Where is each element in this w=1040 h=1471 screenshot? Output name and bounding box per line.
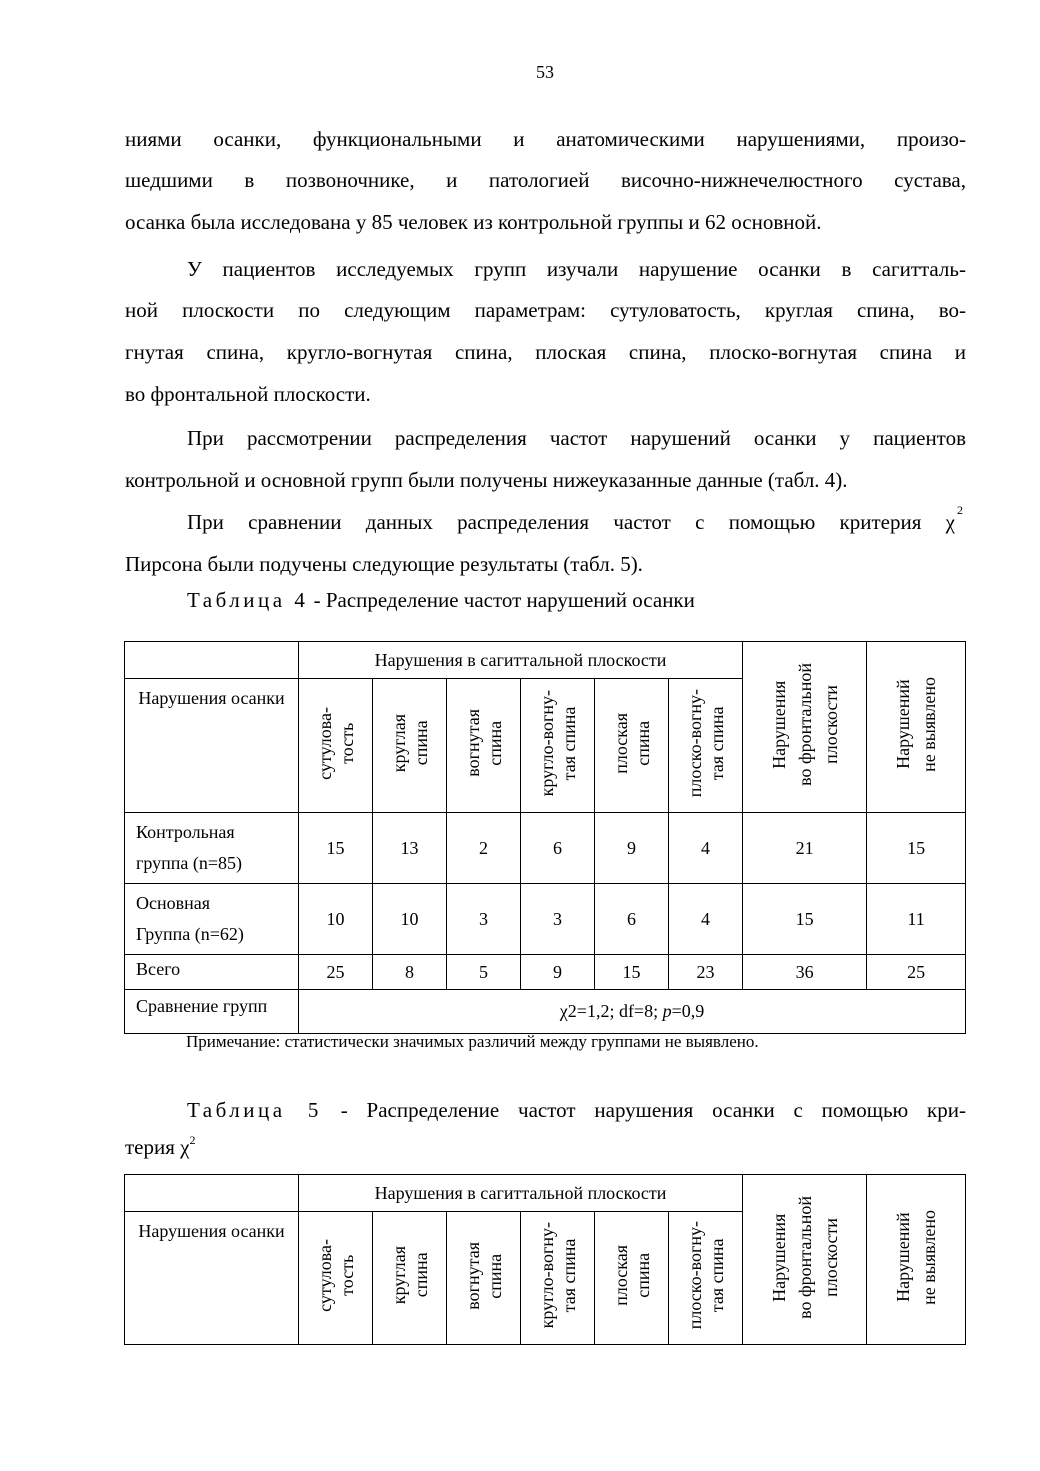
paragraph-line: осанка была исследована у 85 человек из контрольной группы и 62 основной.	[125, 210, 822, 234]
paragraph-line: ной плоскости по следующим параметрам: сутуловатость, круглая спина, во-	[125, 298, 966, 322]
table-caption	[125, 1090, 966, 1132]
table-cell: 8	[373, 955, 447, 990]
table-group-header: Нарушения в сагиттальной плоскости	[299, 642, 743, 679]
table-corner-top	[125, 642, 299, 679]
table-cell: 15	[595, 955, 669, 990]
table-corner-label: Нарушения осанки	[125, 1212, 299, 1345]
table-cell: 11	[867, 884, 966, 955]
table-header-col: кругло-вогну- тая спина	[521, 679, 595, 813]
table-row	[125, 813, 966, 884]
table-caption-label: Таблица 4	[187, 588, 309, 612]
table-cell: 9	[595, 813, 669, 884]
header-text: Нарушения во фронтальной плоскости	[768, 663, 841, 786]
superscript: 2	[957, 503, 963, 517]
table-note: Примечание: статистически значимых различий между группами не выявлено.	[186, 1032, 759, 1051]
paragraph-line	[125, 502, 955, 544]
header-text: Нарушений не выявлено	[893, 1209, 940, 1305]
table-caption-text: - Распределение частот нарушения осанки с помощью кри-	[321, 1098, 966, 1122]
table-cell: 25	[867, 955, 966, 990]
table-header-col: плоская спина	[595, 1212, 669, 1345]
row-label: Сравнение групп	[125, 990, 299, 1034]
table-header-col: сутулова- тость	[299, 1212, 373, 1345]
table-header-col: плоско-вогну- тая спина	[669, 1212, 743, 1345]
table-header-col: круглая спина	[373, 1212, 447, 1345]
table-cell: 3	[447, 884, 521, 955]
table-header-frontal	[743, 642, 867, 813]
table-4	[124, 641, 966, 1034]
table-caption-line: терия $\chi^2$	[125, 1133, 196, 1159]
paragraph-line: гнутая спина, кругло-вогнутая спина, плоская спина, плоско-вогнутая спина и	[125, 340, 966, 364]
table-cell: 3	[521, 884, 595, 955]
table-group-header: Нарушения в сагиттальной плоскости	[299, 1175, 743, 1212]
paragraph-line: При рассмотрении распределения частот нарушений осанки у пациентов	[187, 426, 966, 450]
table-cell: 2	[447, 813, 521, 884]
row-label: Основная Группа (n=62)	[125, 884, 299, 955]
table-header-frontal	[743, 1175, 867, 1345]
paragraph-line: во фронтальной плоскости.	[125, 382, 371, 406]
table-row	[125, 884, 966, 955]
row-label: Всего	[125, 955, 299, 990]
table-cell: 13	[373, 813, 447, 884]
paragraph-text: При сравнении данных распределения частот с помощью критерия χ	[187, 510, 955, 534]
table-cell: 10	[373, 884, 447, 955]
header-text: Нарушения во фронтальной плоскости	[768, 1195, 841, 1319]
table-header-col: вогнутая спина	[447, 679, 521, 813]
table-header-col: плоско-вогну- тая спина	[669, 679, 743, 813]
table-header-col: плоская спина	[595, 679, 669, 813]
paragraph-line: контрольной и основной групп были получены нижеуказанные данные (табл. 4).	[125, 468, 848, 492]
table-cell: 6	[595, 884, 669, 955]
table-cell: 25	[299, 955, 373, 990]
table-cell: 4	[669, 813, 743, 884]
table-caption	[187, 588, 695, 613]
paragraph-line: У пациентов исследуемых групп изучали нарушение осанки в сагитталь-	[187, 257, 966, 281]
table-header-col: сутулова- тость	[299, 679, 373, 813]
table-header-col: круглая спина	[373, 679, 447, 813]
row-label: Контрольная группа (n=85)	[125, 813, 299, 884]
table-header-none	[867, 1175, 966, 1345]
paragraph-line: ниями осанки, функциональными и анатомическими нарушениями, произо-	[125, 127, 966, 151]
table-caption-label: Таблица 5	[187, 1098, 322, 1122]
table-caption-text: - Распределение частот нарушений осанки	[308, 588, 695, 612]
table-cell: 9	[521, 955, 595, 990]
table-cell: 4	[669, 884, 743, 955]
table-header-col: кругло-вогну- тая спина	[521, 1212, 595, 1345]
table-corner-top	[125, 1175, 299, 1212]
table-cell: 6	[521, 813, 595, 884]
table-cell: 15	[743, 884, 867, 955]
table-header-col: вогнутая спина	[447, 1212, 521, 1345]
table-cell: 23	[669, 955, 743, 990]
table-row	[125, 990, 966, 1034]
paragraph-line: Пирсона были подучены следующие результаты (табл. 5).	[125, 552, 643, 576]
table-corner-label: Нарушения осанки	[125, 679, 299, 813]
table-header-none	[867, 642, 966, 813]
table-cell: 36	[743, 955, 867, 990]
paragraph-line: шедшими в позвоночнике, и патологией височно-нижнечелюстного сустава,	[125, 168, 966, 192]
table-cell: 15	[867, 813, 966, 884]
table-cell: 10	[299, 884, 373, 955]
table-5	[124, 1174, 966, 1345]
page-number: 53	[536, 62, 554, 82]
table-cell: 15	[299, 813, 373, 884]
table-cell: 21	[743, 813, 867, 884]
comparison-result: χ2=1,2; df=8; p=0,9	[299, 990, 966, 1034]
header-text: Нарушений не выявлено	[893, 677, 940, 772]
table-cell: 5	[447, 955, 521, 990]
table-row	[125, 955, 966, 990]
